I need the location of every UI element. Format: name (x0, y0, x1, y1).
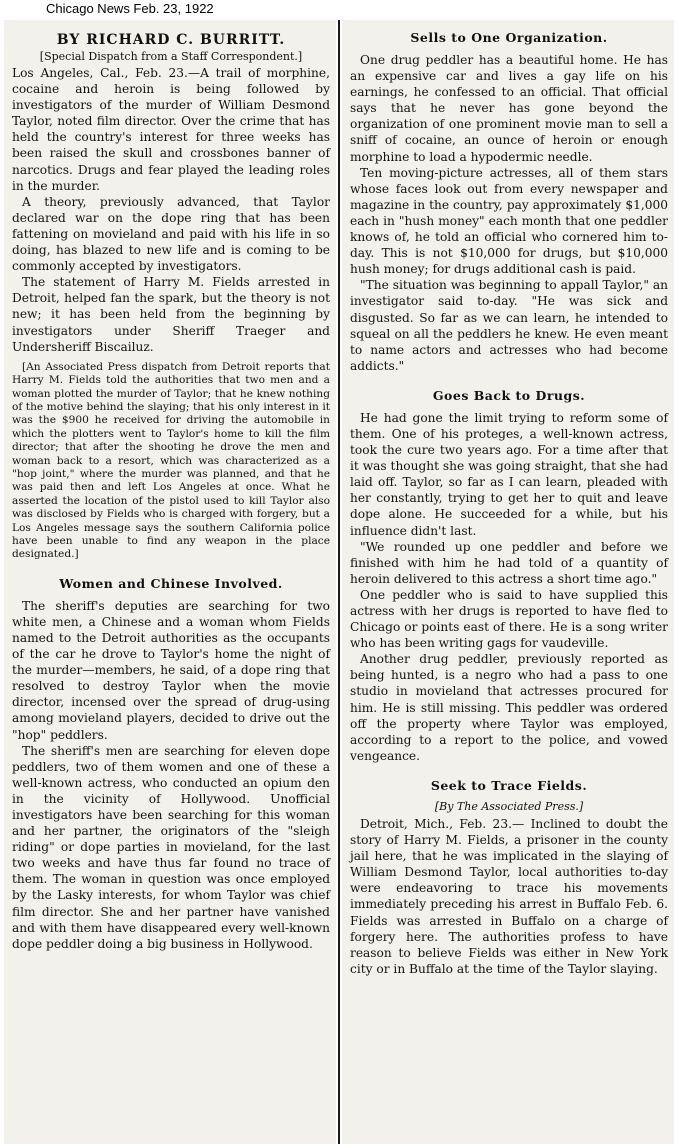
column-rule (338, 20, 340, 1144)
right-column (342, 20, 674, 1144)
article-paragraph: "The situation was beginning to appall Taylor," an investigator said to-day. "He was sick and disgusted. So far as we can learn, he intended to squeal on all the peddlers he knew. He even meant to name actors and actresses who had become addicts." (350, 278, 668, 373)
article-paragraph: One peddler who is said to have supplied this actress with her drugs is reported to have fled to Chicago or points east of there. He is a song writer who has been writing gags for vaudeville. (350, 587, 668, 651)
subhead-goes-back-to-drugs: Goes Back to Drugs. (432, 387, 586, 403)
article-paragraph: Ten moving-picture actresses, all of them stars whose faces look out from every newspaper and magazine in the country, pay approximately $1,000 each in "hush money" each month that one peddler knows of, he told an official who cornered him to-day. This is not $10,000 for drugs, but $10,000 hush money; for drugs additional cash is paid. (350, 165, 668, 277)
source-caption: Chicago News Feb. 23, 1922 (46, 1, 214, 16)
article-paragraph: He had gone the limit trying to reform some of them. One of his proteges, a well-known actress, took the cure two years ago. For a time after that it was thought she was going straight, that she had laid off. Taylor, so far as I can learn, pleaded with her constantly, trying to get her to quit and leave dope alone. He succeeded for a while, but his influence didn't last. (350, 410, 668, 538)
article-paragraph: The sheriff's deputies are searching for two white men, a Chinese and a woman whom Fields named to the Detroit authorities as the occupants of the car he drove to Taylor's home the night of the murder—members, he said, of a dope ring that resolved to destroy Taylor when the movie director, incensed over the spread of drug-using among movieland players, decided to drive out the "hop" peddlers. (12, 598, 330, 742)
ap-dispatch-note: [An Associated Press dispatch from Detroit reports that Harry M. Fields told the authorities that two men and a woman plotted the murder of Taylor; that he knew nothing of the motive behind the slaying; that his only interest in it was the $900 he received for driving the automobile in which the plotters went to Taylor's home to kill the film director; that after the shooting he drove the men and woman back to a resort, which was characterized as a "hop joint," where the murder was planned, and that he was paid then and left Los Angeles at once. What he asserted the location of the pistol used to kill Taylor also was disclosed by Fields who is charged with forgery, but a Los Angeles message says the southern California police have been unable to find any weapon in the place designated.] (12, 360, 330, 561)
article-paragraph: "We rounded up one peddler and before we finished with him he had told of a quantity of heroin delivered to this actress a short time ago." (350, 539, 668, 586)
byline: BY RICHARD C. BURRITT. (56, 32, 286, 48)
article-paragraph: One drug peddler has a beautiful home. He has an expensive car and lives a gay life on his earnings, he confessed to an official. That official says that he never has gone beyond the organization of one prominent movie man to sell a sniff of cocaine, an ounce of heroin or enough morphine to load a hypodermic needle. (350, 53, 668, 164)
article-paragraph: The sheriff's men are searching for eleven dope peddlers, two of them women and one of these a well-known actress, who conducted an opium den in the vicinity of Hollywood. Unofficial investigators have been searching for this woman and her partner, the originators of the "sleigh riding" or dope parties in movieland, for the last two weeks and have thus far found no trace of them. The woman in question was once employed by the Lasky interests, for whom Taylor was chief film director. She and her partner have vanished and with them have disappeared every well-known dope peddler doing a big business in Hollywood. (12, 743, 330, 951)
article-paragraph: A theory, previously advanced, that Taylor declared war on the dope ring that has been fattening on movieland and paid with his life in so doing, has blazed to new life and is coming to be commonly accepted by investigators. (12, 194, 330, 274)
subhead-seek-to-trace-fields: Seek to Trace Fields. (430, 777, 588, 793)
associated-press-credit: [By The Associated Press.] (434, 799, 584, 813)
article-paragraph: Detroit, Mich., Feb. 23.— Inclined to doubt the story of Harry M. Fields, a prisoner in the county jail here, that he was implicated in the slaying of William Desmond Taylor, local authorities to-day were endeavoring to trace his movements immediately preceding his arrest in Buffalo Feb. 6. Fields was arrested in Buffalo on a charge of forgery here. The authorities profess to have reason to believe Fields was either in New York city or in Buffalo at the time of the Taylor slaying. (350, 816, 668, 976)
article-paragraph: The statement of Harry M. Fields arrested in Detroit, helped fan the spark, but the theory is not new; it has been held from the beginning by investigators under Sheriff Traeger and Undersheriff Biscailuz. (12, 275, 330, 354)
dispatch-note: [Special Dispatch from a Staff Correspondent.] (39, 50, 303, 63)
article-paragraph: Another drug peddler, previously reported as being hunted, is a negro who had a pass to one studio in movieland that actresses procured for him. He is still missing. This peddler was ordered off the property where Taylor was employed, according to a report to the police, and vowed vengeance. (350, 652, 668, 763)
subhead-women-and-chinese: Women and Chinese Involved. (59, 575, 283, 591)
subhead-sells-to-one-organization: Sells to One Organization. (410, 30, 608, 45)
article-paragraph: Los Angeles, Cal., Feb. 23.—A trail of morphine, cocaine and heroin is being followed by investigators of the murder of William Desmond Taylor, noted film director. Over the crime that has held the country's interest for three weeks has been raised the skull and crossbones banner of narcotics. Drugs and fear played the leading roles in the murder. (12, 66, 330, 193)
left-column (4, 20, 336, 1144)
